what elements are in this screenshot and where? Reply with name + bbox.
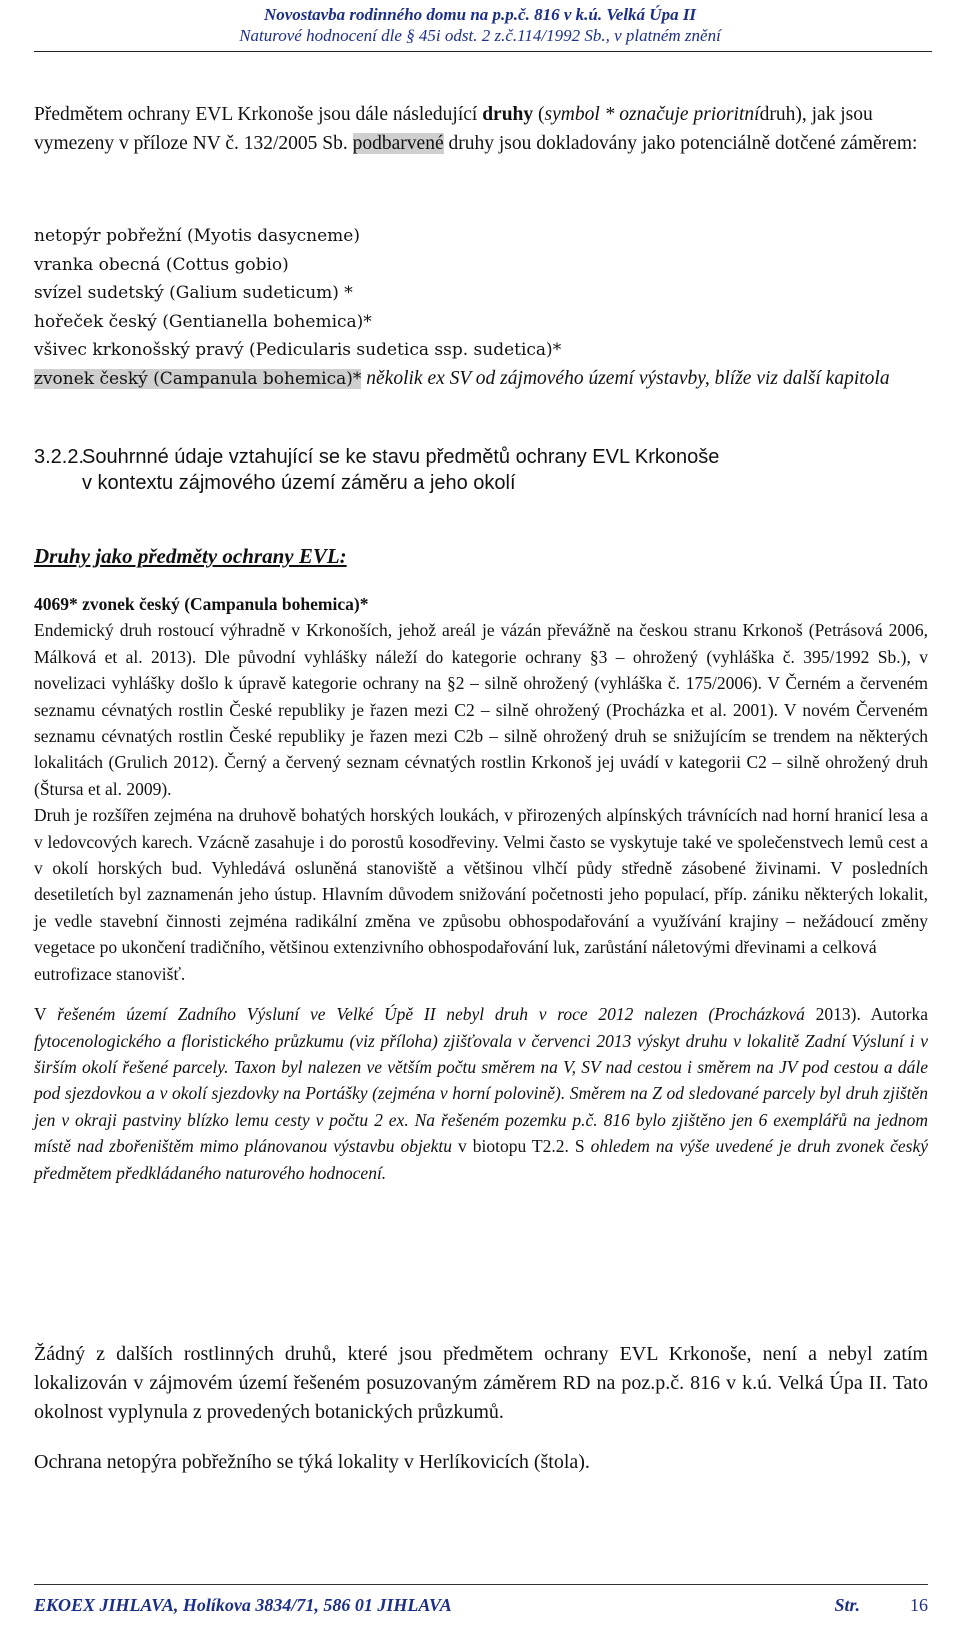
intro-highlight: podbarvené <box>352 133 444 154</box>
species-heading: 4069* zvonek český (Campanula bohemica)* <box>34 594 369 614</box>
header-rule <box>34 51 932 52</box>
species-item: hořeček český (Gentianella bohemica)* <box>34 311 372 332</box>
page-number: 16 <box>910 1595 928 1615</box>
p3-italic-f: ohledem na výše uvedené je druh zvonek český předmětem předkládaného naturového hodnocení. <box>34 1136 928 1183</box>
intro-paragraph <box>34 100 928 158</box>
subsection-title: Druhy jako předměty ochrany EVL: <box>34 544 347 568</box>
intro-text-c: ( <box>533 104 545 125</box>
page-footer <box>34 1584 928 1623</box>
body-text <box>34 591 928 1186</box>
species-highlight: zvonek český (Campanula bohemica)* <box>34 368 362 389</box>
species-note: několik ex SV od zájmového území výstavby, blíže viz další kapitola <box>361 367 890 389</box>
page-header <box>0 4 960 46</box>
body-paragraph-3 <box>34 1001 928 1186</box>
footer-page <box>834 1595 928 1616</box>
p3-italic-d: fytocenologického a floristického průzkumu (viz příloha) zjišťovala v červenci 2013 výskyt druhu v lokalitě Zadní Výsluní i v širším okolí řešené parcely. Taxon byl nalezen ve větším počtu směrem na V, SV nad cestou i směrem na JV pod cestou a dále pod sjezdovkou a v okolí sjezdovky na Portášky (zejména v horní polovině). Směrem na Z od sledované parcely byl druh zjištěn jen v okraji pastviny blízko lemu cesty v počtu 2 ex. Na řešeném pozemku p.č. 816 bylo zjištěno jen 6 exemplářů na jednom místě nad zbořeništěm mimo plánovanou výstavbu objektu <box>34 1030 928 1157</box>
species-list <box>34 222 928 393</box>
paragraph-bat: Ochrana netopýra pobřežního se týká lokality v Herlíkovicích (štola). <box>34 1451 590 1473</box>
p3-text-e: v biotopu T2.2. S <box>452 1136 591 1157</box>
intro-text-e: druh), jak jsou vymezeny v příloze NV č. 132/2005 Sb. <box>34 104 873 154</box>
intro-bold-druhy: druhy <box>482 104 534 125</box>
body-paragraph-2-end: eutrofizace stanovišť. <box>34 963 186 984</box>
footer-address: EKOEX JIHLAVA, Holíkova 3834/71, 586 01 JIHLAVA <box>34 1595 452 1615</box>
species-item: svízel sudetský (Galium sudeticum) * <box>34 283 353 303</box>
species-item-highlighted <box>34 365 928 394</box>
section-number: 3.2.2. <box>34 446 85 468</box>
intro-text-g: druhy jsou dokladovány jako potenciálně dotčené záměrem: <box>443 133 918 154</box>
species-item: netopýr pobřežní (Myotis dasycneme) <box>34 226 360 246</box>
p3-text-a: V <box>34 1004 58 1025</box>
body-paragraph-2: Druh je rozšířen zejména na druhově bohatých horských loukách, v přirozených alpínských trávnících nad horní hranicí lesa a v ledovcových karech. Vzácně zasahuje i do porostů kosodřeviny. Velmi často se vyskytuje také ve společenstvech lemů cest a v okolí horských bud. Vyhledává osluněná stanoviště a většinou vlhčí půdy středně zásobené živinami. V posledních desetiletích byl zaznamenán jeho ústup. Hlavním důvodem snižování početnosti jeho populací, příp. zániku některých lokalit, je vedle stavební činnosti zejména radikální změna ve způsobu obhospodařování a využívání krajiny – nežádoucí změny vegetace po ukončení tradičního, většinou extenzivního obhospodařování luk, zarůstání náletovými dřevinami a celková <box>34 805 928 958</box>
header-subtitle: Naturové hodnocení dle § 45i odst. 2 z.č.114/1992 Sb., v platném znění <box>239 26 721 45</box>
species-item: vranka obecná (Cottus gobio) <box>34 254 289 275</box>
species-item: všivec krkonošský pravý (Pedicularis sudetica ssp. sudetica)* <box>34 340 562 360</box>
p3-italic-b: řešeném území Zadního Výsluní ve Velké Úpě II nebyl druh v roce 2012 nalezen (Procházková <box>57 1004 805 1025</box>
intro-text-a: Předmětem ochrany EVL Krkonoše jsou dále následující <box>34 104 483 125</box>
page-label: Str. <box>834 1595 860 1615</box>
section-title-line1: Souhrnné údaje vztahující se ke stavu předmětů ochrany EVL Krkonoše <box>82 446 720 468</box>
intro-italic-note: symbol * označuje prioritní <box>544 104 760 125</box>
section-heading <box>34 444 928 496</box>
paragraph-other-species: Žádný z dalších rostlinných druhů, které jsou předmětem ochrany EVL Krkonoše, není a nebyl zatím lokalizován v zájmovém území řešeném posuzovaným záměrem RD na poz.p.č. 816 v k.ú. Velká Úpa II. Tato okolnost vyplynula z provedených botanických průzkumů. <box>34 1343 928 1423</box>
section-title-line2: v kontextu zájmového území záměru a jeho okolí <box>82 472 516 494</box>
p3-text-c: 2013). Autorka <box>804 1004 928 1025</box>
header-title: Novostavba rodinného domu na p.p.č. 816 v k.ú. Velká Úpa II <box>263 5 697 24</box>
body-paragraph-1: Endemický druh rostoucí výhradně v Krkonoších, jehož areál je vázán převážně na českou stranu Krkonoš (Petrásová 2006, Málková et al. 2013). Dle původní vyhlášky náleží do kategorie ochrany §3 – ohrožený (vyhláška č. 395/1992 Sb.), v novelizaci vyhlášky došlo k úpravě kategorie ochrany na §2 – silně ohrožený (vyhláška č. 175/2006). V Černém a červeném seznamu cévnatých rostlin České republiky je řazen mezi C2 – silně ohrožený (Procházka et al. 2001). V novém Červeném seznamu cévnatých rostlin České republiky je řazen mezi C2b – silně ohrožený druh se snižujícím se trendem na některých lokalitách (Grulich 2012). Černý a červený seznam cévnatých rostlin Krkonoš jej uvádí v kategorii C2 – silně ohrožený druh (Štursa et al. 2009). <box>34 620 928 799</box>
